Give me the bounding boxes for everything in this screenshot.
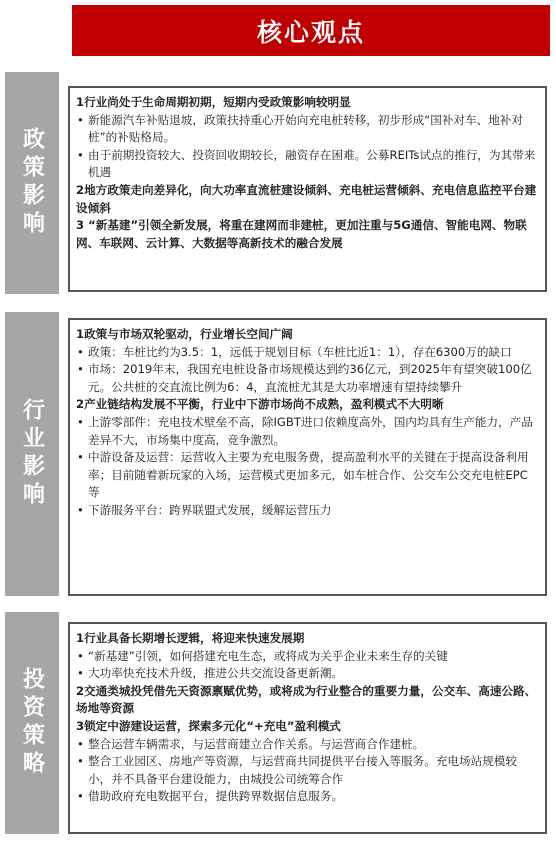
bullet-item: • 整合运营车辆需求，与运营商建立合作关系。与运营商合作建桩。	[76, 736, 537, 754]
bullet-icon: •	[77, 736, 84, 751]
bullet-icon: •	[77, 754, 84, 769]
page-title: 核心观点	[72, 5, 550, 56]
panel-heading: 1政策与市场双轮驱动，行业增长空间广阔	[76, 327, 293, 341]
section-panel-investment	[68, 622, 547, 834]
bullet-item: • 新能源汽车补贴退坡，政策扶持重心开始向充电桩转移，初步形成“国补对车、地补对桩”的补贴格局。	[77, 112, 523, 145]
bullet-icon: •	[77, 789, 84, 804]
bullet-icon: •	[77, 147, 84, 162]
panel-heading: 1行业具备长期增长逻辑，将迎来快速发展期	[76, 631, 305, 645]
bullet-icon: •	[77, 415, 84, 430]
section-panel-industry	[68, 318, 547, 596]
panel-heading: 2交通类城投凭借先天资源禀赋优势，或将成为行业整合的重要力量，公交车、高速公路、场地等资源	[76, 683, 537, 716]
panel-heading: 3 “新基建”引领全新发展，将重在建网而非建桩，更加注重与5G通信、智能电网、物联网、车联网、云计算、大数据等高新技术的融合发展	[76, 218, 527, 250]
bullet-item: • 中游设备及运营：运营收入主要为充电服务费，提高盈利水平的关键在于提高设备利用率；目前随着新玩家的入场，运营模式更加多元，如车桩合作、公交车公交充电桩EPC等	[77, 450, 529, 500]
bullet-item: • 借助政府充电数据平台，提供跨界数据信息服务。	[76, 788, 537, 806]
bullet-item: • 上游零部件：充电技术壁垒不高，除IGBT进口依赖度高外，国内均具有生产能力，产品差异不大，市场集中度高，竞争激烈。	[77, 415, 533, 447]
section-label-industry: 行业影响	[5, 312, 59, 596]
section-label-investment: 投资策略	[5, 612, 59, 834]
bullet-icon: •	[77, 344, 84, 359]
section-panel-policy	[68, 86, 547, 292]
panel-heading: 1行业尚处于生命周期初期，短期内受政策影响较明显	[76, 95, 351, 109]
bullet-item: • 政策：车桩比约为3.5：1，远低于规划目标（车桩比近1：1），存在6300万的缺口	[76, 344, 537, 362]
bullet-item: • 由于前期投资较大、投资回收期较长，融资存在困难。公募REITs试点的推行，为其带来机遇	[77, 147, 536, 180]
panel-heading: 3锁定中游建设运营，探索多元化“+充电”盈利模式	[76, 719, 341, 734]
bullet-item: • 大功率快充技术升级，推进公共交流设备更新潮。	[76, 665, 537, 683]
bullet-item: • 整合工业园区、房地产等资源，与运营商共同提供平台接入等服务。充电场站规模较小，并不具备平台建设能力，由城投公司统筹合作	[77, 754, 517, 786]
bullet-icon: •	[77, 450, 84, 465]
panel-heading: 2地方政策走向差异化，向大功率直流桩建设倾斜、充电桩运营倾斜、充电信息监控平台建设倾斜	[76, 183, 537, 215]
bullet-item: • 下游服务平台：跨界联盟式发展，缓解运营压力	[76, 502, 537, 520]
bullet-icon: •	[77, 666, 84, 681]
bullet-icon: •	[77, 112, 84, 127]
bullet-item: • 市场：2019年末，我国充电桩设备市场规模达到约36亿元，到2025年有望突破100亿元。公共桩的交直流比例为6：4，直流桩尤其是大功率增速有望持续攀升	[77, 362, 532, 394]
bullet-icon: •	[77, 648, 84, 663]
panel-heading: 2产业链结构发展不平衡，行业中下游市场尚不成熟，盈利模式不大明晰	[76, 397, 444, 412]
section-label-policy: 政策影响	[5, 72, 59, 294]
bullet-icon: •	[77, 503, 84, 518]
bullet-icon: •	[77, 362, 84, 377]
bullet-item: • “新基建”引领，如何搭建充电生态，或将成为关乎企业未来生存的关键	[76, 648, 537, 666]
